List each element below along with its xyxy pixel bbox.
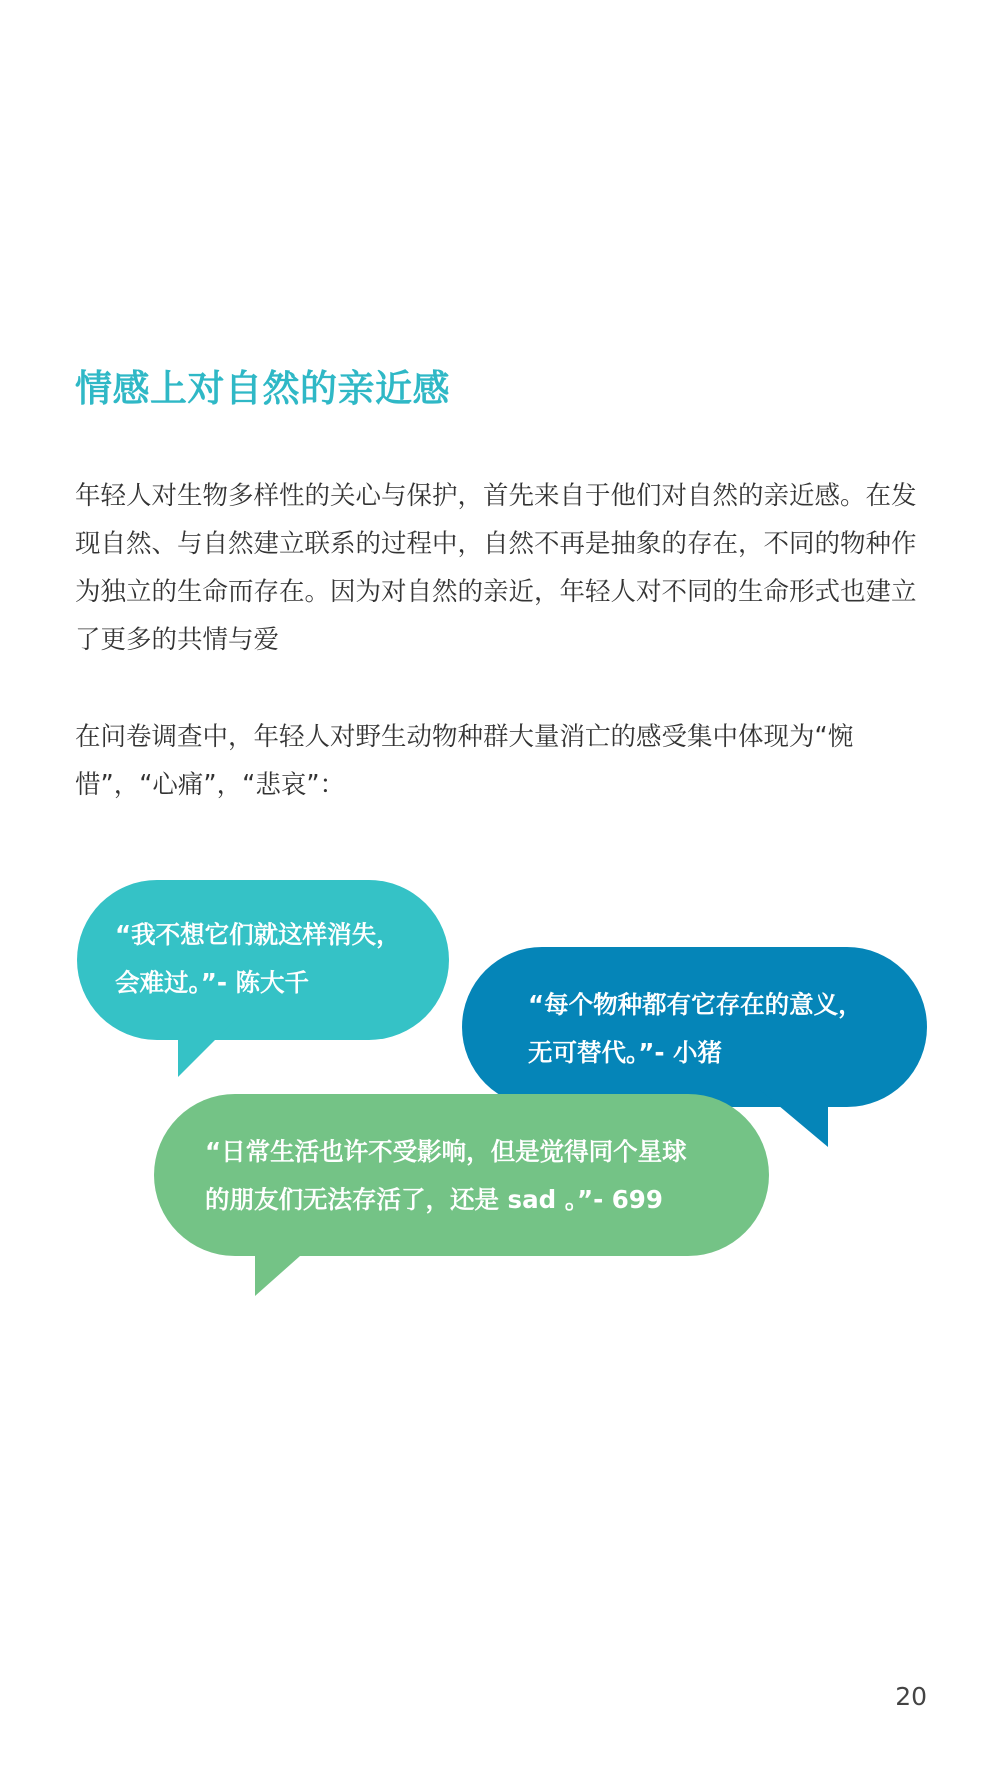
quote-3 xyxy=(205,1128,687,1224)
quote-2-line-1: “每个物种都有它存在的意义， xyxy=(528,990,863,1019)
quote-1-line-1: “我不想它们就这样消失， xyxy=(115,920,401,949)
quote-3-line-1: “日常生活也许不受影响，但是觉得同个星球 xyxy=(205,1137,687,1166)
quote-3-line-2: 的朋友们无法存活了，还是 sad 。”- 699 xyxy=(205,1185,663,1214)
body-paragraph-1: 年轻人对生物多样性的关心与保护，首先来自于他们对自然的亲近感。在发现自然、与自然建立联系的过程中，自然不再是抽象的存在，不同的物种作为独立的生命而存在。因为对自然的亲近，年轻人对不同的生命形式也建立了更多的共情与爱 xyxy=(75,481,917,655)
quote-2 xyxy=(528,981,863,1077)
quote-1-line-2: 会难过。”- 陈大千 xyxy=(115,968,310,997)
section-title: 情感上对自然的亲近感 xyxy=(75,367,450,410)
page-number: 20 xyxy=(895,1682,927,1711)
quote-2-line-2: 无可替代。”- 小猪 xyxy=(528,1038,723,1067)
quote-1 xyxy=(115,911,401,1007)
body-paragraph-2: 在问卷调查中，年轻人对野生动物种群大量消亡的感受集中体现为“惋惜”，“心痛”，“悲哀”： xyxy=(75,722,854,800)
